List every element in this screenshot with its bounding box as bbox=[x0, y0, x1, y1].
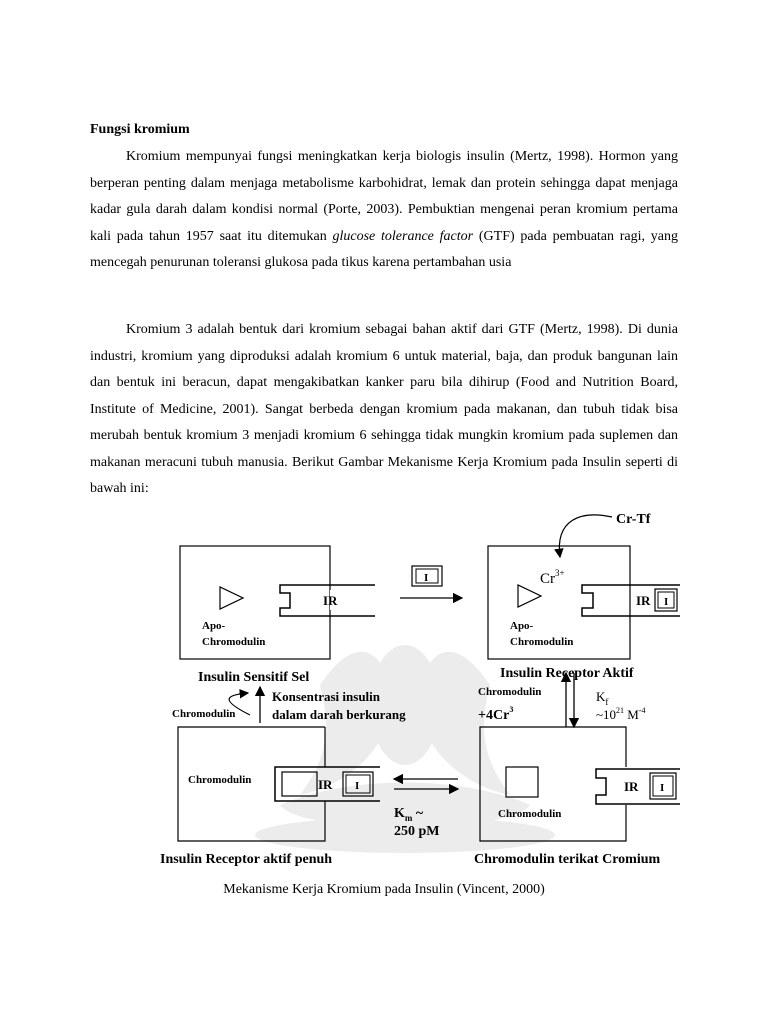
km-label: $K_m$ ~ bbox=[394, 806, 424, 823]
cr-tf-label: Cr-Tf bbox=[616, 512, 651, 527]
chromodulin-label-bl: Chromodulin bbox=[188, 774, 252, 786]
konsentrasi-insulin-label-1: Konsentrasi insulin bbox=[272, 689, 381, 704]
ir-label-3: IR bbox=[318, 777, 333, 792]
cr-tf-curved-arrow bbox=[559, 515, 612, 557]
chromodulin-label-br: Chromodulin bbox=[498, 808, 562, 820]
paragraph-1-text-a: Kromium mempunyai fungsi meningkatkan kerja biologis insulin (Mertz, 1998). Hormon yang berperan penting dalam menjaga metabolisme karbohidrat, lemak dan protein sehingga dapat menjaga kadar gula darah dalam kondisi normal (Porte, 2003). Pembuktian mengenai peran kromium pertama kali pada tahun 1957 saat itu ditemukan bbox=[90, 149, 678, 244]
paragraph-1 bbox=[90, 144, 678, 277]
apo-chromodulin-triangle-icon-2 bbox=[518, 585, 541, 607]
konsentrasi-insulin-label-2: dalam darah berkurang bbox=[272, 707, 406, 722]
apo-chromodulin-label-1: Chromodulin bbox=[202, 636, 266, 648]
insulin-label-4: I bbox=[660, 782, 665, 794]
insulin-label-top: I bbox=[424, 572, 429, 584]
chromium-mechanism-figure bbox=[150, 505, 680, 875]
cr3-label: $Cr^{3+}$ bbox=[540, 568, 565, 587]
paragraph-1-italic-term: glucose tolerance factor bbox=[332, 228, 474, 244]
kf-value-label: $\sim 10^{21}$ $M^{-4}$ bbox=[596, 706, 646, 722]
chromodulin-square bbox=[506, 767, 538, 797]
insulin-label-2: I bbox=[664, 596, 669, 608]
chromodulin-label-mid: Chromodulin bbox=[478, 686, 542, 698]
insulin-receptor-aktif-penuh-label: Insulin Receptor aktif penuh bbox=[160, 852, 333, 867]
apo-label-1: Apo- bbox=[202, 620, 226, 632]
apo-chromodulin-triangle-icon bbox=[220, 587, 243, 609]
apo-chromodulin-label-2: Chromodulin bbox=[510, 636, 574, 648]
apo-label-2: Apo- bbox=[510, 620, 534, 632]
kf-label: $K_f$ bbox=[596, 689, 609, 707]
ir-label-2: IR bbox=[636, 593, 651, 608]
figure-caption: Mekanisme Kerja Kromium pada Insulin (Vincent, 2000) bbox=[223, 882, 545, 897]
paragraph-2 bbox=[90, 317, 678, 503]
insulin-label-3: I bbox=[355, 780, 360, 792]
paragraph-2-text: Kromium 3 adalah bentuk dari kromium sebagai bahan aktif dari GTF (Mertz, 1998). Di dunia industri, kromium yang diproduksi adalah kromium 6 untuk material, baja, dan produk bangunan lain dan bentuk ini beracun, dapat mengakibatkan kanker paru bila dihirup (Food and Nutrition Board, Institute of Medicine, 2001). Sangat berbeda dengan kromium pada makanan, dan tubuh tidak bisa merubah bentuk kromium 3 menjadi kromium 6 sehingga tidak mungkin kromium pada suplemen dan makanan meracuni tubuh manusia. Berikut Gambar Mekanisme Kerja Kromium pada Insulin seperti di bawah ini: bbox=[90, 322, 678, 496]
section-heading: Fungsi kromium bbox=[90, 122, 190, 137]
four-cr3-label: $+4Cr^3$ bbox=[478, 705, 514, 723]
insulin-receptor-aktif-label: Insulin Receptor Aktif bbox=[500, 666, 634, 681]
paragraph-1-text-b: (GTF) pada pembuatan ragi, yang mencegah penurunan toleransi glukosa pada tikus karena pertambahan usia bbox=[90, 228, 679, 270]
insulin-sensitif-sel-label: Insulin Sensitif Sel bbox=[198, 670, 310, 685]
ir-label-4: IR bbox=[624, 779, 639, 794]
chromodulin-terikat-cromium-label: Chromodulin terikat Cromium bbox=[474, 852, 661, 867]
chromodulin-label-left: Chromodulin bbox=[172, 708, 236, 720]
ir-label-1: IR bbox=[323, 593, 338, 608]
km-value-label: 250 pM bbox=[394, 824, 440, 839]
